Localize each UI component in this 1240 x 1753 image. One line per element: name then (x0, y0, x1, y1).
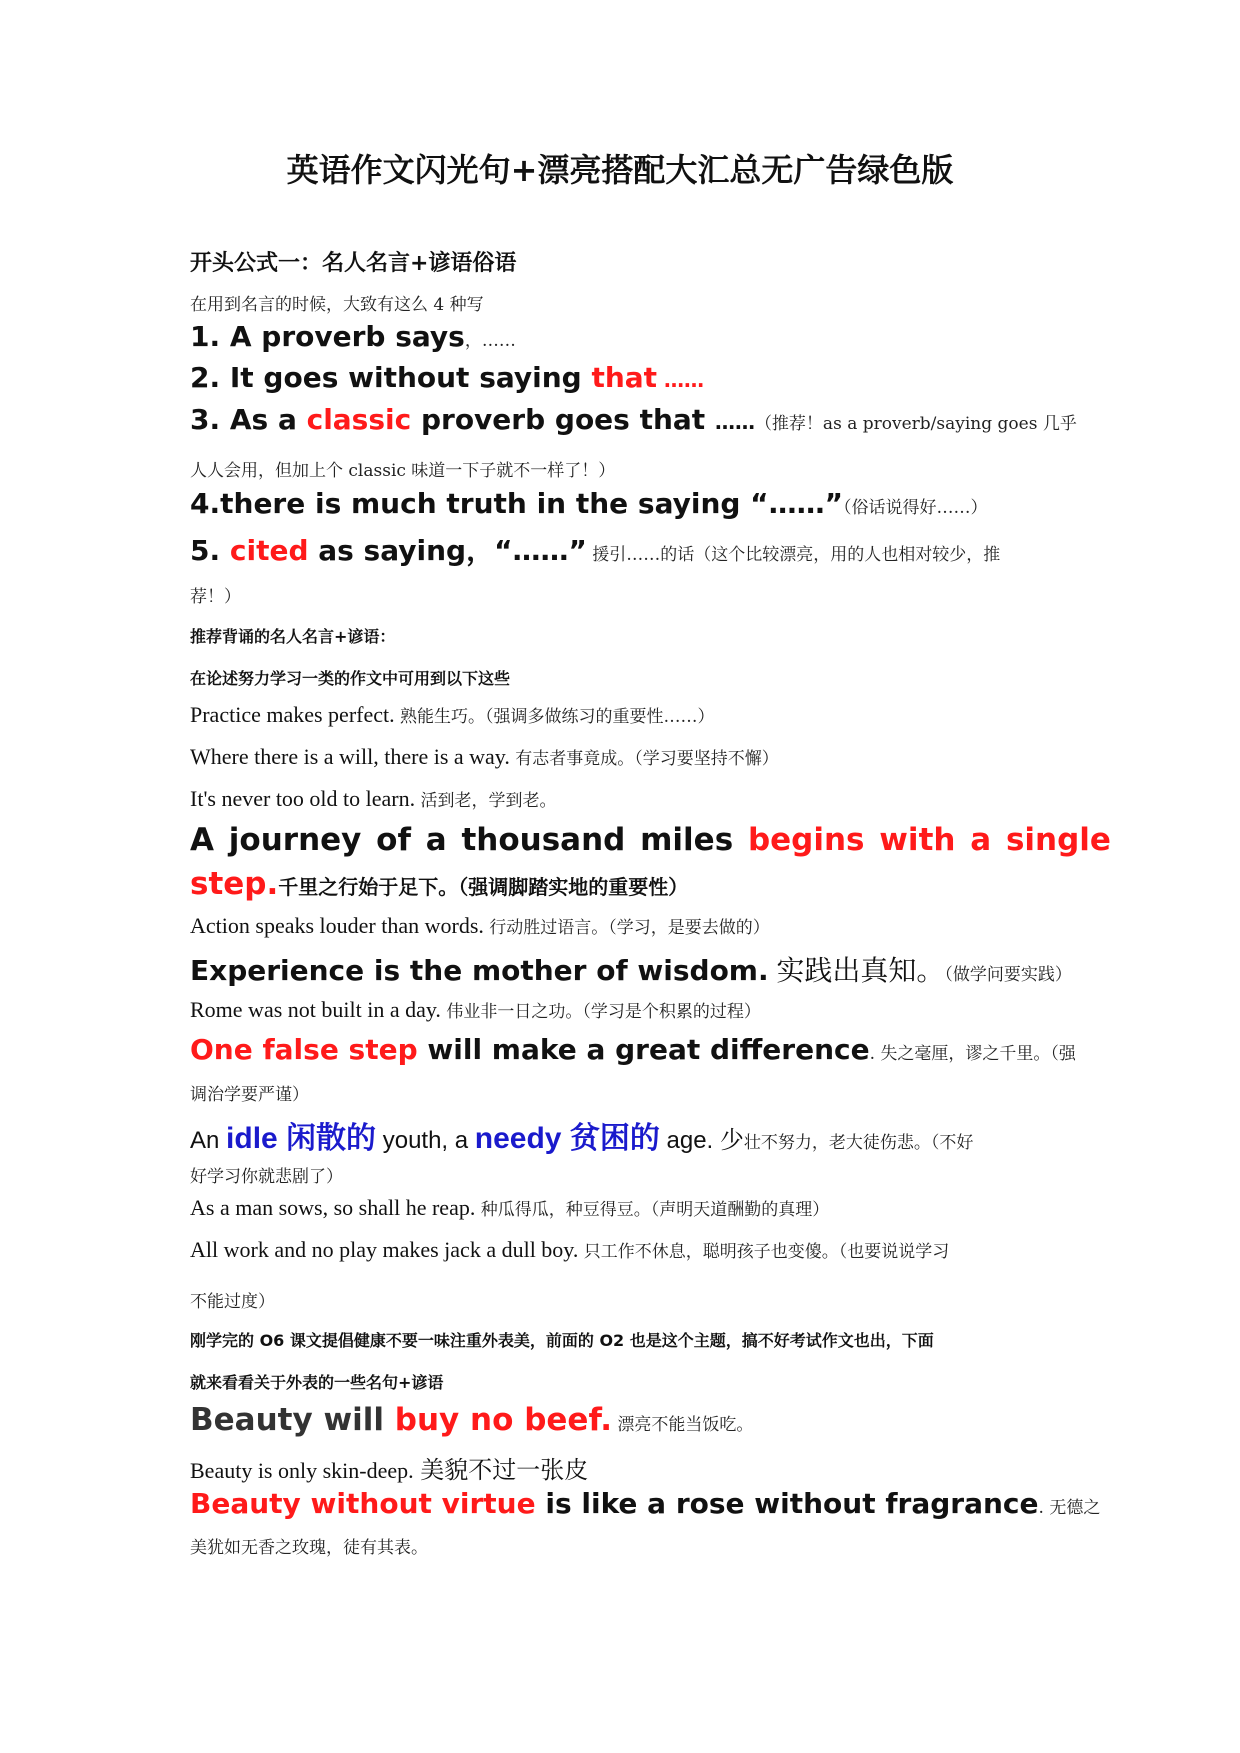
formula-item-5 (190, 529, 1070, 569)
saying-11-cont: 不能过度） (190, 1292, 275, 1312)
saying-1 (190, 702, 1070, 728)
saying-chinese: 行动胜过语言。（学习，是要去做的） (483, 918, 770, 938)
formula-ellipsis: …… (714, 410, 755, 434)
saying-english: will make a great difference (417, 1033, 870, 1066)
formula-highlight: cited (229, 534, 309, 567)
saying-4 (190, 822, 1111, 858)
saying-9-cont: 好学习你就悲剧了） (190, 1167, 343, 1187)
page-title: 英语作文闪光句+漂亮搭配大汇总无广告绿色版 (286, 151, 954, 189)
formula-item-1 (190, 320, 1070, 353)
formula-note: （推荐！as a proverb/saying goes 几乎 (754, 414, 1077, 434)
saying-2 (190, 744, 1070, 770)
formula-item-4 (190, 487, 1070, 520)
formula-highlight: classic (306, 403, 412, 436)
saying-english: It's never too old to learn. (190, 786, 416, 811)
formula-text-2: as saying，“……” (308, 534, 587, 567)
saying-chinese: 有志者事竟成。（学习要坚持不懈） (509, 749, 779, 769)
saying-9 (190, 1113, 1070, 1157)
saying-english-2: youth, a (376, 1127, 475, 1154)
formula-ellipsis: …… (657, 368, 705, 392)
saying-10 (190, 1195, 1070, 1221)
saying-chinese: 只工作不休息，聪明孩子也变傻。（也要说说学习 (578, 1242, 950, 1262)
saying-3 (190, 786, 1070, 812)
saying-highlight-2: needy 贫困的 (474, 1122, 660, 1155)
formula-ellipsis: ，…… (464, 331, 516, 351)
saying-english: As a man sows, so shall he reap. (190, 1195, 476, 1220)
saying-chinese: 无德之 (1043, 1498, 1101, 1518)
saying-8-cont: 调治学要严谨） (190, 1085, 309, 1105)
saying-english: is like a rose without fragrance (535, 1487, 1039, 1520)
saying-chinese: 活到老，学到老。 (415, 791, 557, 811)
saying-period: . (869, 1044, 876, 1064)
formula-item-2 (190, 361, 1070, 394)
saying-highlight: buy no beef. (394, 1402, 613, 1438)
saying-chinese: 漂亮不能当饭吃。 (612, 1415, 754, 1435)
formula-note-cont: 荐！） (190, 587, 241, 607)
saying-english: Experience is the mother of wisdom. (190, 954, 769, 987)
formula-text: 1. A proverb says (190, 320, 465, 353)
saying-highlight: begins with a single (747, 822, 1111, 858)
saying-chinese: 壮不努力，老大徒伤悲。（不好 (743, 1133, 974, 1153)
saying-english: Rome was not built in a day. (190, 997, 441, 1022)
beauty-saying-3 (190, 1487, 1101, 1520)
saying-8 (190, 1033, 1076, 1066)
saying-5 (190, 913, 1070, 939)
saying-english: Where there is a will, there is a way. (190, 744, 510, 769)
recommend-subheading: 在论述努力学习一类的作文中可用到以下这些 (190, 669, 511, 688)
saying-11 (190, 1237, 1070, 1263)
section-intro: 在用到名言的时候，大致有这么 4 种写 (190, 295, 484, 315)
saying-chinese: 失之毫厘，谬之千里。（强 (875, 1044, 1076, 1064)
formula-highlight: that (591, 361, 658, 394)
saying-chinese: 千里之行始于足下。（强调脚踏实地的重要性） (278, 875, 689, 899)
appearance-intro-cont: 就来看看关于外表的一些名句+谚语 (190, 1373, 444, 1392)
saying-note: （做学问要实践） (944, 965, 1072, 985)
saying-english: An (190, 1127, 227, 1154)
section-heading: 开头公式一：名人名言+谚语俗语 (190, 251, 517, 276)
formula-text: 4.there is much truth in the saying “……” (190, 487, 843, 520)
saying-chinese-lead: 少 (713, 1127, 744, 1154)
saying-6 (190, 949, 1070, 989)
saying-4-cont (190, 866, 1070, 902)
recommend-heading: 推荐背诵的名人名言+谚语： (190, 627, 396, 646)
formula-item-3 (190, 403, 1077, 436)
formula-note: 援引……的话（这个比较漂亮，用的人也相对较少，推 (586, 545, 1001, 565)
saying-highlight: Beauty without virtue (190, 1487, 536, 1520)
saying-period: . (1038, 1498, 1044, 1518)
saying-chinese: 熟能生巧。（强调多做练习的重要性……） (394, 707, 715, 727)
saying-english-3: age. (659, 1127, 714, 1154)
saying-chinese: 伟业非一日之功。（学习是个积累的过程） (440, 1002, 761, 1022)
beauty-saying-2 (190, 1450, 1070, 1485)
appearance-intro: 刚学完的 O6 课文提倡健康不要一味注重外表美，前面的 O2 也是这个主题，搞不好考试作文也出，下面 (190, 1331, 934, 1350)
formula-text: 2. It goes without saying (190, 361, 592, 394)
saying-english: All work and no play makes jack a dull boy. (190, 1237, 579, 1262)
beauty-saying-1 (190, 1402, 1070, 1438)
saying-english: Beauty will (190, 1402, 395, 1438)
saying-chinese: 美貌不过一张皮 (413, 1457, 589, 1484)
formula-text: 5. (190, 534, 230, 567)
saying-7 (190, 997, 1070, 1023)
saying-english: Action speaks louder than words. (190, 913, 484, 938)
saying-english: Practice makes perfect. (190, 702, 395, 727)
saying-english: A journey of a thousand miles (190, 822, 748, 858)
saying-highlight: One false step (190, 1033, 418, 1066)
formula-note: （俗话说得好……） (842, 498, 988, 518)
saying-chinese: 实践出真知。 (768, 955, 945, 986)
saying-highlight: idle 闲散的 (226, 1122, 377, 1155)
saying-highlight: step. (190, 866, 279, 902)
formula-text: 3. As a (190, 403, 307, 436)
formula-note-cont: 人人会用，但加上个 classic 味道一下子就不一样了！） (190, 461, 616, 481)
beauty-saying-3-cont: 美犹如无香之玫瑰，徒有其表。 (190, 1538, 428, 1558)
saying-chinese: 种瓜得瓜，种豆得豆。（声明天道酬勤的真理） (475, 1200, 830, 1220)
formula-text-2: proverb goes that (411, 403, 715, 436)
saying-english: Beauty is only skin-deep. (190, 1458, 414, 1483)
